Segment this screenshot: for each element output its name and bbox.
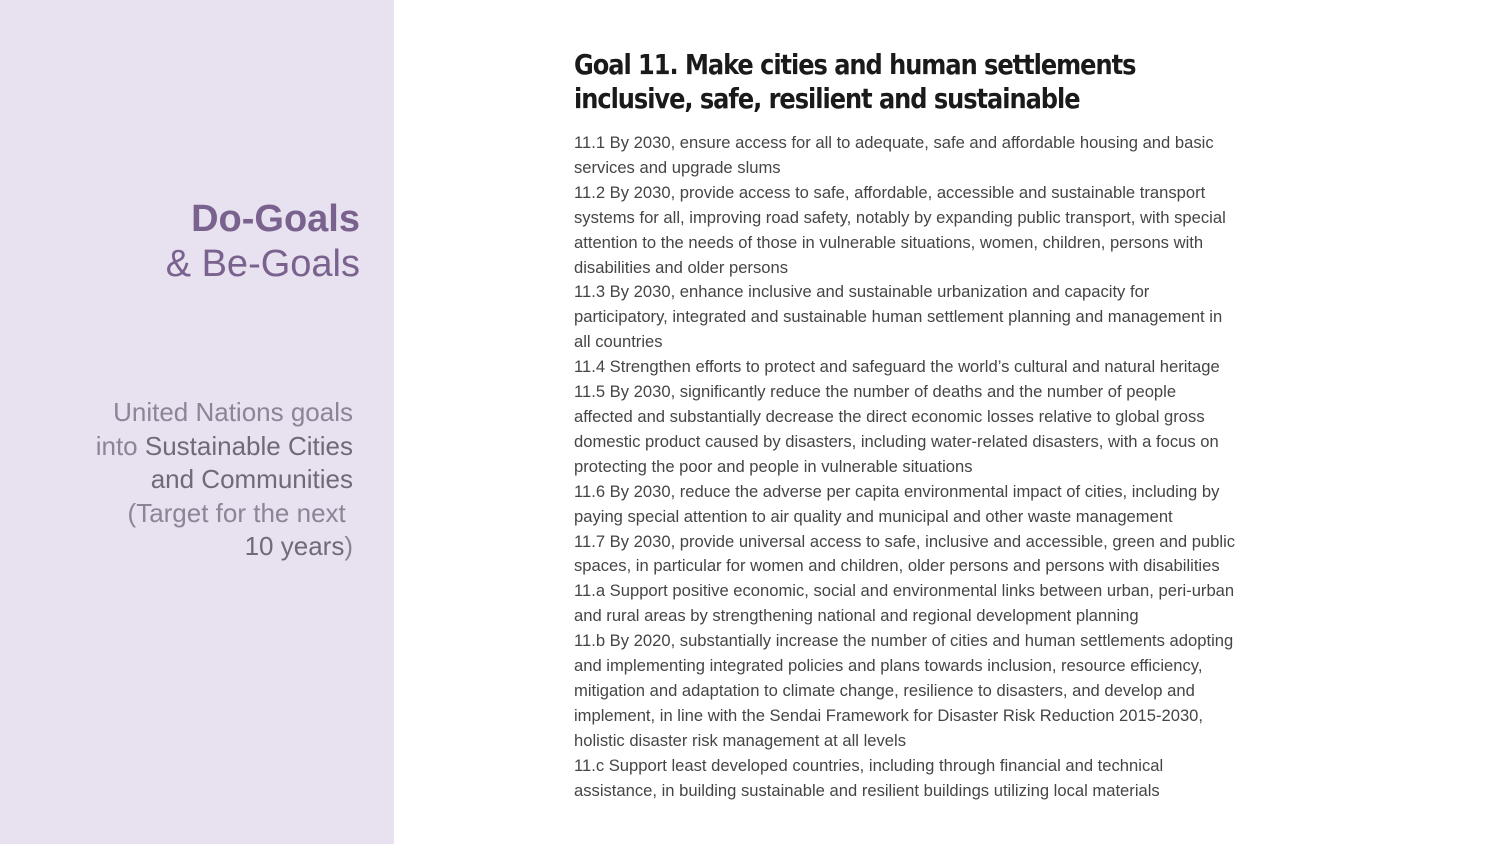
subtitle-line-1: United Nations goals bbox=[113, 397, 353, 427]
subtitle-line-2-prefix: into bbox=[95, 430, 145, 461]
target-11-1: 11.1 By 2030, ensure access for all to adequate, safe and affordable housing and basic services and upgrade slums bbox=[574, 133, 1214, 177]
target-11-a: 11.a Support positive economic, social and environmental links between urban, peri-urban and rural areas by strengthening national and regional development planning bbox=[574, 581, 1235, 626]
subtitle-line-5-suffix: ) bbox=[344, 531, 353, 561]
subtitle-line-2-strong: Sustainable Cities bbox=[144, 430, 353, 461]
target-11-5: 11.5 By 2030, significantly reduce the number of deaths and the number of people affected and substantially decrease the direct economic losses relative to global gross domestic product caused by disasters, including water-related disasters, with a focus on protecting the poor and people in vulnerable situations bbox=[574, 382, 1219, 476]
subtitle-text bbox=[23, 396, 353, 564]
target-11-c: 11.c Support least developed countries, including through financial and technical assistance, in building sustainable and resilient buildings utilizing local materials bbox=[574, 755, 1164, 800]
left-sidebar-panel bbox=[0, 0, 394, 844]
target-11-3: 11.3 By 2030, enhance inclusive and sustainable urbanization and capacity for participatory, integrated and sustainable human settlement planning and management in all countries bbox=[574, 282, 1223, 352]
subtitle-line-4: (Target for the next bbox=[127, 497, 346, 528]
subtitle-line-3-strong: and Communities bbox=[150, 464, 353, 494]
goal-title: Goal 11. Make cities and human settlements inclusive, safe, resilient and sustainable bbox=[574, 48, 1136, 115]
subtitle-line-5-strong: 10 years bbox=[244, 531, 345, 561]
target-11-7: 11.7 By 2030, provide universal access to safe, inclusive and accessible, green and public spaces, in particular for women and children, older persons and persons with disabilities bbox=[574, 531, 1236, 576]
goal-content bbox=[574, 48, 1254, 803]
heading-do-goals: Do-Goals bbox=[191, 198, 360, 240]
section-heading bbox=[166, 196, 360, 286]
targets-list bbox=[574, 131, 1239, 803]
target-11-b: 11.b By 2020, substantially increase the number of cities and human settlements adopting and implementing integrated policies and plans towards inclusion, resource efficiency, mitigation and adaptation to climate change, resilience to disasters, and develop and implement, in line with the Sendai Framework for Disaster Risk Reduction 2015-2030, holistic disaster risk management at all levels bbox=[574, 631, 1234, 750]
target-11-2: 11.2 By 2030, provide access to safe, affordable, accessible and sustainable transport systems for all, improving road safety, notably by expanding public transport, with special attention to the needs of those in vulnerable situations, women, children, persons with disabilities and older persons bbox=[574, 182, 1226, 277]
target-11-6: 11.6 By 2030, reduce the adverse per capita environmental impact of cities, including by paying special attention to air quality and municipal and other waste management bbox=[574, 481, 1220, 526]
target-11-4: 11.4 Strengthen efforts to protect and safeguard the world’s cultural and natural heritage bbox=[574, 357, 1220, 377]
heading-be-goals: & Be-Goals bbox=[165, 243, 360, 285]
